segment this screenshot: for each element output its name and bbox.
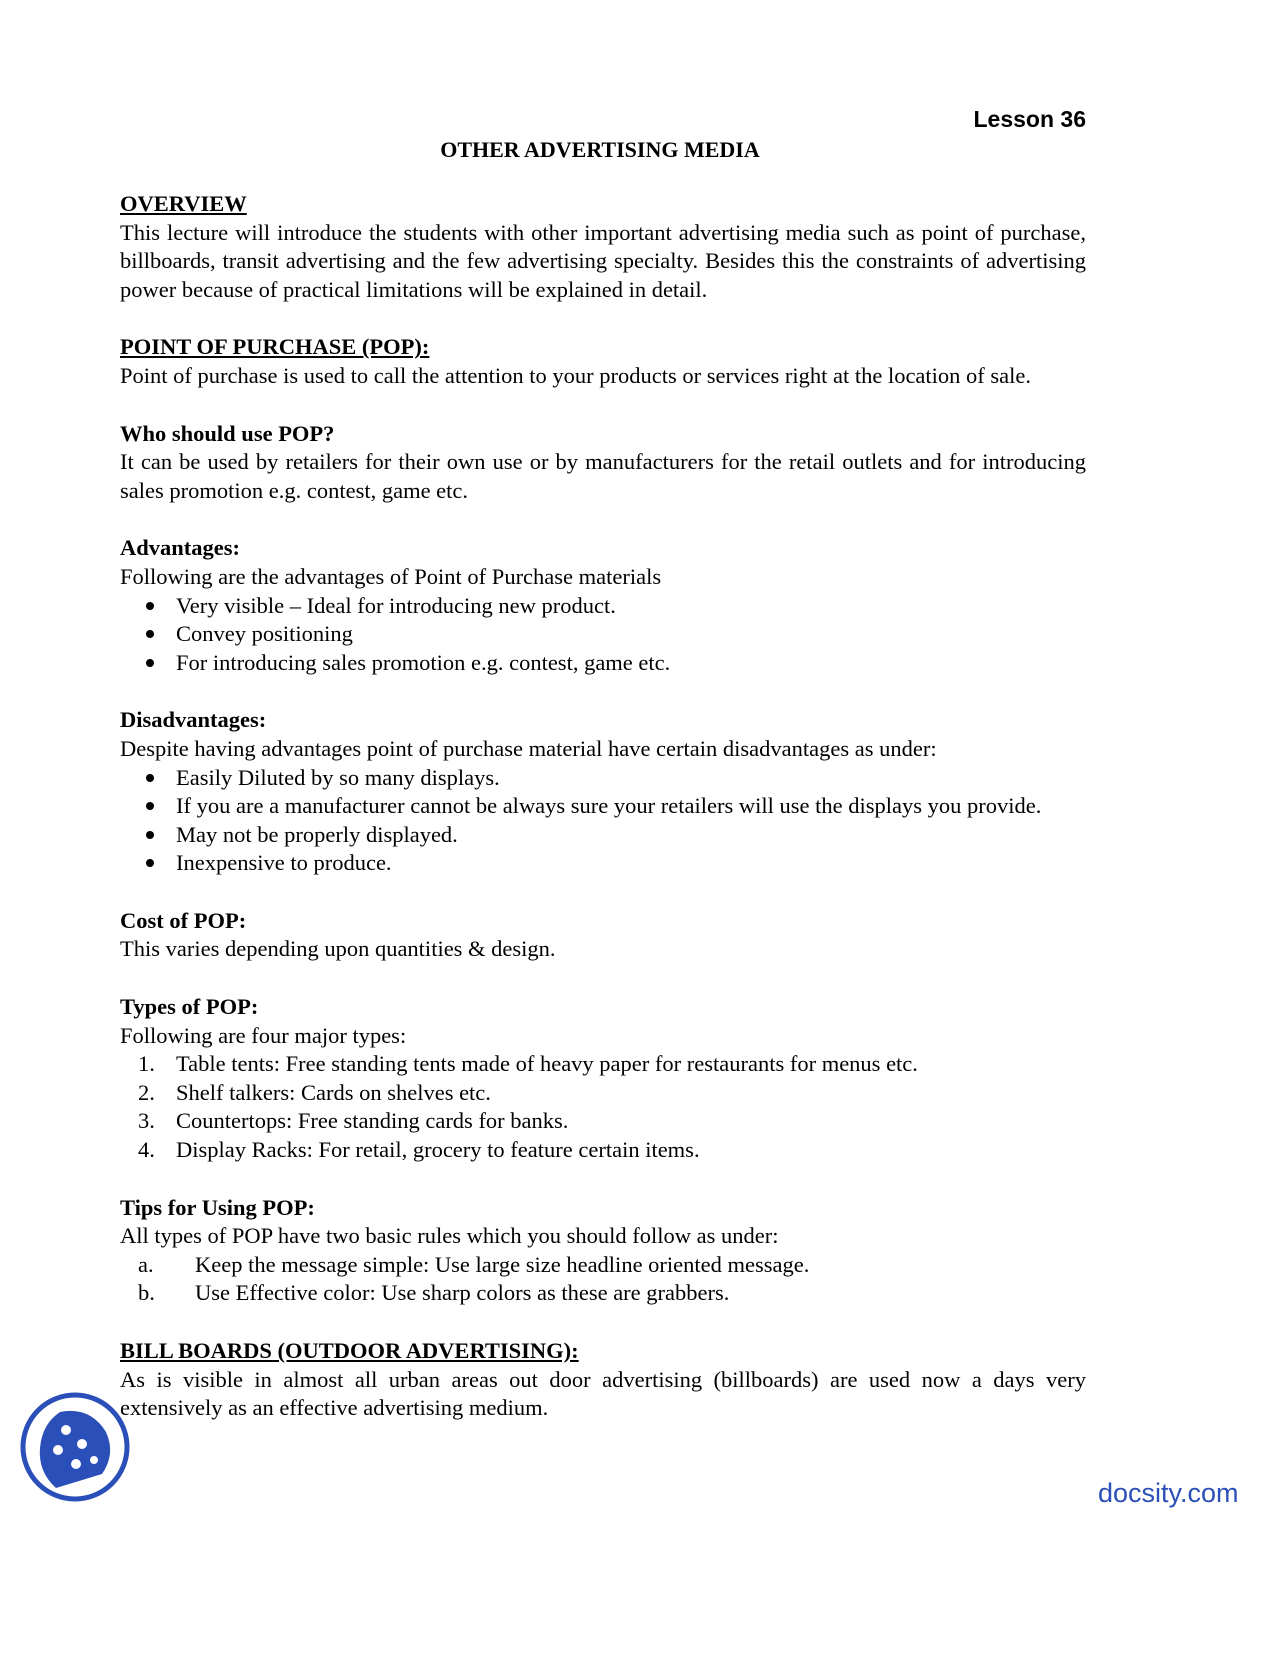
overview-text: This lecture will introduce the students with other important advertising media such as point of purchase, billboards, transit advertising and the few advertising specialty. Besides this the constraints of advertising power because of practical limitations will be explained in detail.	[120, 219, 1086, 302]
list-item: a. Keep the message simple: Use large size headline oriented message.	[138, 1251, 810, 1277]
bullet-icon	[146, 659, 154, 667]
list-item: 3. Countertops: Free standing cards for banks.	[138, 1108, 569, 1134]
disadvantages-list	[120, 764, 1086, 878]
list-item: 1. Table tents: Free standing tents made of heavy paper for restaurants for menus etc.	[138, 1051, 918, 1077]
bullet-icon	[146, 802, 154, 810]
advantages-heading: Advantages:	[120, 535, 241, 561]
tips-intro: All types of POP have two basic rules which you should follow as under:	[120, 1223, 779, 1249]
pop-text: Point of purchase is used to call the attention to your products or services right at the location of sale.	[120, 362, 1032, 388]
cost-heading: Cost of POP:	[120, 907, 247, 933]
advantages-intro: Following are the advantages of Point of Purchase materials	[120, 563, 662, 589]
bullet-icon	[146, 602, 154, 610]
list-item: Easily Diluted by so many displays.	[120, 764, 1086, 793]
tips-heading: Tips for Using POP:	[120, 1194, 315, 1220]
document-body	[120, 190, 1086, 1423]
tips-list	[120, 1251, 1086, 1308]
list-item: b. Use Effective color: Use sharp colors as these are grabbers.	[138, 1280, 730, 1306]
who-text: It can be used by retailers for their own use or by manufacturers for the retail outlets and for introducing sales promotion e.g. contest, game etc.	[120, 449, 1086, 503]
billboards-text: As is visible in almost all urban areas out door advertising (billboards) are used now a days very extensively as an effective advertising medium.	[120, 1366, 1086, 1421]
list-item: 4. Display Racks: For retail, grocery to feature certain items.	[138, 1137, 700, 1163]
types-heading: Types of POP:	[120, 994, 259, 1020]
bullet-icon	[146, 630, 154, 638]
list-item: If you are a manufacturer cannot be always sure your retailers will use the displays you provide.	[120, 792, 1086, 821]
list-item: May not be properly displayed.	[120, 821, 1086, 850]
list-item: Very visible – Ideal for introducing new product.	[120, 592, 1086, 621]
bullet-icon	[146, 774, 154, 782]
docsity-logo-icon[interactable]	[20, 1392, 130, 1502]
page-title: OTHER ADVERTISING MEDIA	[440, 137, 760, 162]
list-item: Inexpensive to produce.	[120, 849, 1086, 878]
list-item: Convey positioning	[120, 620, 1086, 649]
disadvantages-heading: Disadvantages:	[120, 707, 267, 733]
cost-text: This varies depending upon quantities & design.	[120, 936, 556, 962]
bullet-icon	[146, 831, 154, 839]
lesson-number: Lesson 36	[973, 106, 1086, 132]
pop-heading: POINT OF PURCHASE (POP):	[120, 334, 430, 360]
advantages-list	[120, 592, 1086, 678]
overview-heading: OVERVIEW	[120, 191, 247, 216]
types-intro: Following are four major types:	[120, 1022, 407, 1048]
billboards-heading: BILL BOARDS (OUTDOOR ADVERTISING):	[120, 1338, 579, 1363]
disadvantages-intro: Despite having advantages point of purchase material have certain disadvantages as under:	[120, 735, 937, 761]
bullet-icon	[146, 859, 154, 867]
who-heading: Who should use POP?	[120, 420, 335, 446]
list-item: 2. Shelf talkers: Cards on shelves etc.	[138, 1079, 491, 1105]
list-item: For introducing sales promotion e.g. contest, game etc.	[120, 649, 1086, 678]
docsity-watermark-link[interactable]: docsity.com	[1098, 1478, 1239, 1508]
types-list	[120, 1050, 1086, 1164]
